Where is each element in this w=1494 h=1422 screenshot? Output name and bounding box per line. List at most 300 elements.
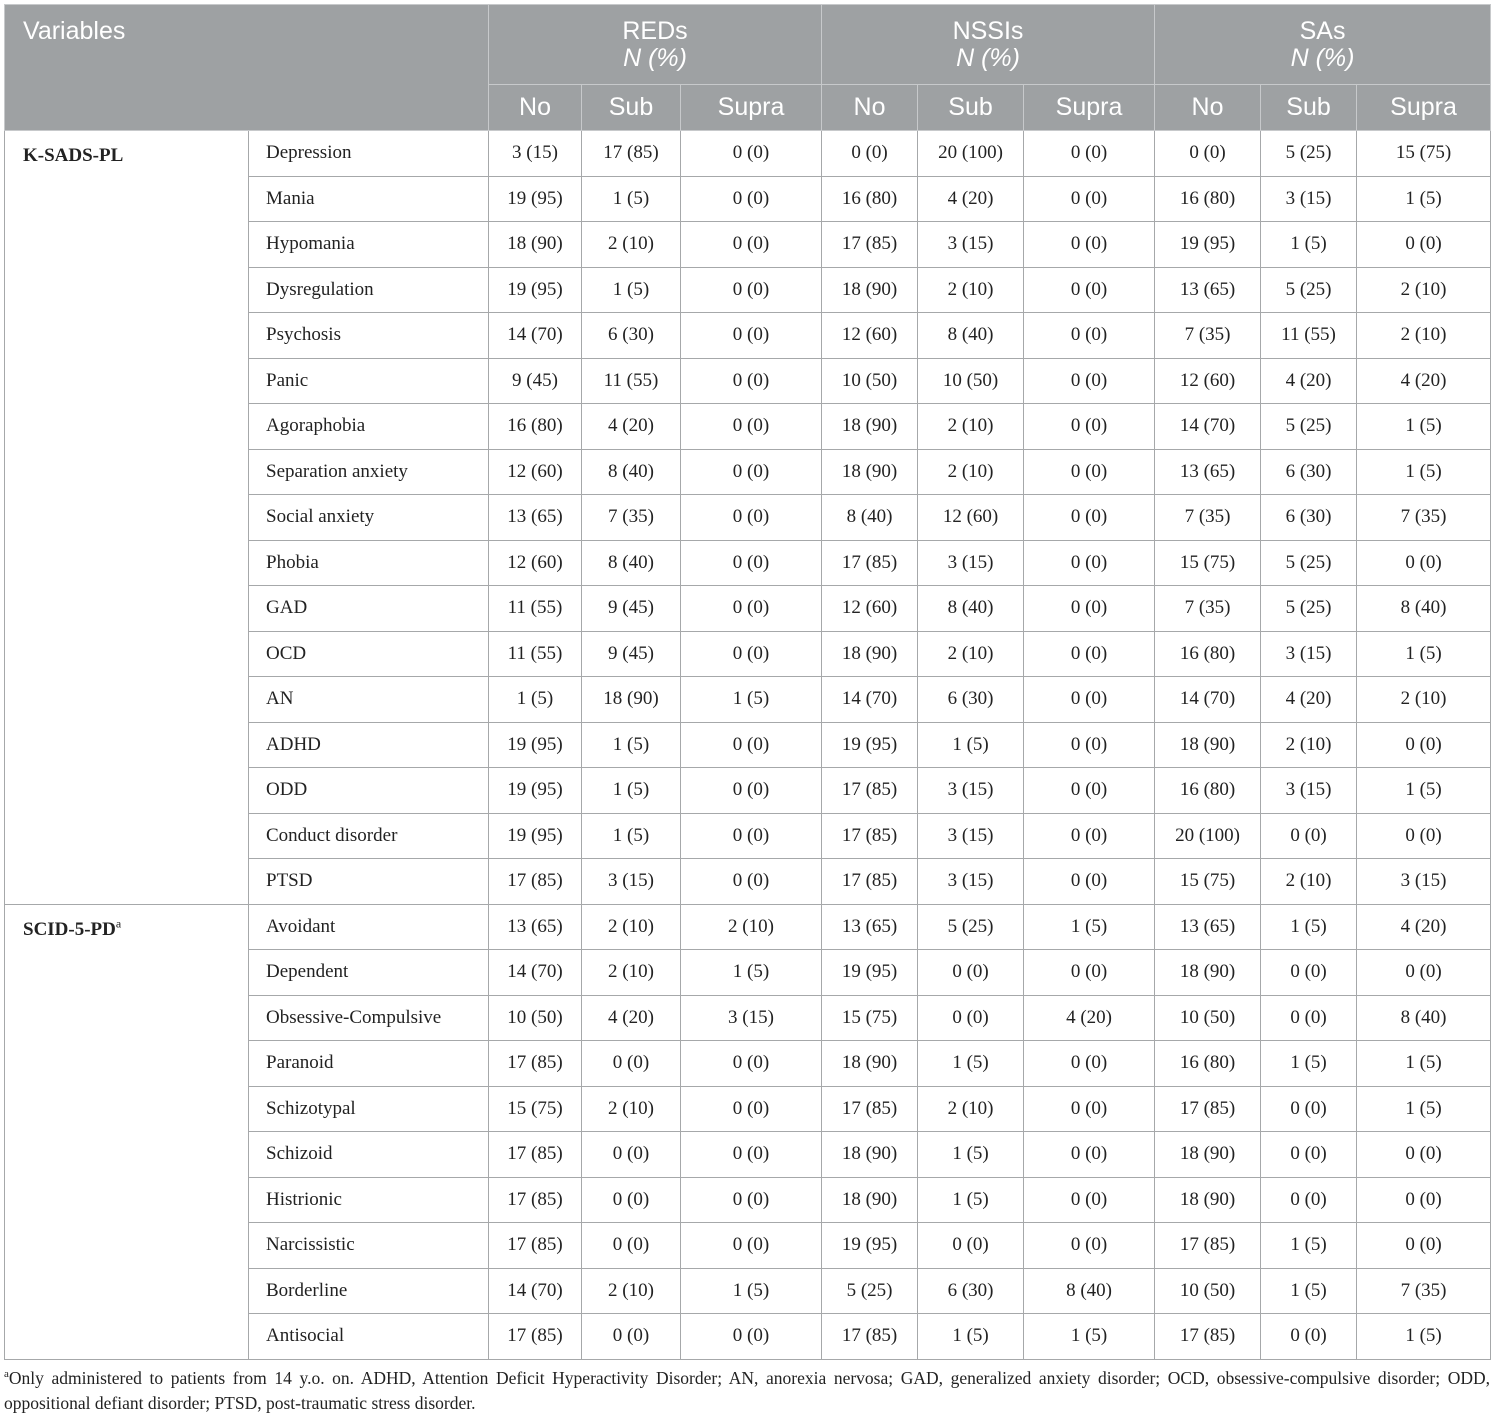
variable-name: Conduct disorder <box>249 813 489 859</box>
value-cell: 0 (0) <box>1024 267 1155 313</box>
value-cell: 7 (35) <box>1155 495 1261 541</box>
value-cell: 4 (20) <box>582 995 681 1041</box>
value-cell: 17 (85) <box>822 859 918 905</box>
value-cell: 12 (60) <box>489 540 582 586</box>
value-cell: 17 (85) <box>1155 1223 1261 1269</box>
value-cell: 0 (0) <box>681 1041 822 1087</box>
variable-name: Antisocial <box>249 1314 489 1360</box>
group-header-reds <box>489 5 822 85</box>
value-cell: 1 (5) <box>681 950 822 996</box>
variable-name: Paranoid <box>249 1041 489 1087</box>
value-cell: 14 (70) <box>489 950 582 996</box>
value-cell: 3 (15) <box>489 131 582 177</box>
value-cell: 14 (70) <box>822 677 918 723</box>
value-cell: 18 (90) <box>489 222 582 268</box>
value-cell: 18 (90) <box>822 1041 918 1087</box>
value-cell: 12 (60) <box>489 449 582 495</box>
subcol-no: No <box>822 85 918 131</box>
value-cell: 2 (10) <box>918 267 1024 313</box>
value-cell: 5 (25) <box>1261 540 1357 586</box>
value-cell: 10 (50) <box>1155 1268 1261 1314</box>
value-cell: 19 (95) <box>489 176 582 222</box>
value-cell: 0 (0) <box>681 1314 822 1360</box>
value-cell: 2 (10) <box>918 631 1024 677</box>
value-cell: 0 (0) <box>681 358 822 404</box>
value-cell: 1 (5) <box>1357 176 1491 222</box>
value-cell: 17 (85) <box>822 813 918 859</box>
value-cell: 1 (5) <box>582 176 681 222</box>
value-cell: 0 (0) <box>681 813 822 859</box>
value-cell: 5 (25) <box>1261 131 1357 177</box>
subcol-supra: Supra <box>1357 85 1491 131</box>
value-cell: 0 (0) <box>1024 1132 1155 1178</box>
value-cell: 17 (85) <box>489 1223 582 1269</box>
value-cell: 2 (10) <box>681 904 822 950</box>
value-cell: 17 (85) <box>582 131 681 177</box>
n-pct-label: N (%) <box>1290 43 1355 72</box>
value-cell: 4 (20) <box>918 176 1024 222</box>
value-cell: 11 (55) <box>582 358 681 404</box>
value-cell: 1 (5) <box>1357 1314 1491 1360</box>
footnote-text: Only administered to patients from 14 y.o. on. ADHD, Attention Deficit Hyperactivity Disorder; AN, anorexia nervosa; GAD, generalized anxiety disorder; OCD, obsessive-compulsive disorder; ODD, oppositional defiant disorder; PTSD, post-traumatic stress disorder. <box>4 1368 1490 1413</box>
value-cell: 0 (0) <box>681 176 822 222</box>
variable-name: Panic <box>249 358 489 404</box>
value-cell: 18 (90) <box>822 449 918 495</box>
value-cell: 17 (85) <box>1155 1086 1261 1132</box>
value-cell: 6 (30) <box>582 313 681 359</box>
value-cell: 1 (5) <box>1261 904 1357 950</box>
variable-name: Agoraphobia <box>249 404 489 450</box>
value-cell: 0 (0) <box>1024 358 1155 404</box>
value-cell: 17 (85) <box>489 1132 582 1178</box>
value-cell: 5 (25) <box>822 1268 918 1314</box>
value-cell: 1 (5) <box>582 813 681 859</box>
value-cell: 7 (35) <box>582 495 681 541</box>
value-cell: 3 (15) <box>582 859 681 905</box>
value-cell: 0 (0) <box>582 1177 681 1223</box>
value-cell: 3 (15) <box>918 540 1024 586</box>
value-cell: 0 (0) <box>1261 1314 1357 1360</box>
value-cell: 0 (0) <box>1024 1086 1155 1132</box>
value-cell: 11 (55) <box>489 631 582 677</box>
value-cell: 17 (85) <box>822 768 918 814</box>
value-cell: 12 (60) <box>822 586 918 632</box>
value-cell: 16 (80) <box>489 404 582 450</box>
value-cell: 18 (90) <box>582 677 681 723</box>
variable-name: Mania <box>249 176 489 222</box>
variable-name: Obsessive-Compulsive <box>249 995 489 1041</box>
value-cell: 17 (85) <box>822 1086 918 1132</box>
value-cell: 11 (55) <box>1261 313 1357 359</box>
value-cell: 6 (30) <box>918 677 1024 723</box>
value-cell: 1 (5) <box>1357 768 1491 814</box>
value-cell: 6 (30) <box>1261 495 1357 541</box>
value-cell: 3 (15) <box>918 813 1024 859</box>
value-cell: 0 (0) <box>1024 722 1155 768</box>
value-cell: 0 (0) <box>681 1223 822 1269</box>
value-cell: 3 (15) <box>1261 176 1357 222</box>
value-cell: 8 (40) <box>1024 1268 1155 1314</box>
value-cell: 7 (35) <box>1155 586 1261 632</box>
value-cell: 17 (85) <box>822 1314 918 1360</box>
n-pct-label: N (%) <box>956 43 1020 72</box>
value-cell: 17 (85) <box>822 222 918 268</box>
table-row <box>5 904 1491 950</box>
table-header <box>5 5 1491 131</box>
value-cell: 9 (45) <box>582 586 681 632</box>
variable-name: OCD <box>249 631 489 677</box>
value-cell: 0 (0) <box>681 1177 822 1223</box>
value-cell: 0 (0) <box>1024 1223 1155 1269</box>
value-cell: 18 (90) <box>1155 1177 1261 1223</box>
variable-name: Social anxiety <box>249 495 489 541</box>
value-cell: 4 (20) <box>1261 358 1357 404</box>
value-cell: 0 (0) <box>681 495 822 541</box>
value-cell: 0 (0) <box>1024 222 1155 268</box>
variable-name: ADHD <box>249 722 489 768</box>
value-cell: 19 (95) <box>1155 222 1261 268</box>
value-cell: 8 (40) <box>822 495 918 541</box>
value-cell: 1 (5) <box>918 1132 1024 1178</box>
value-cell: 1 (5) <box>918 1314 1024 1360</box>
group-label: REDs <box>622 16 688 45</box>
value-cell: 0 (0) <box>1357 950 1491 996</box>
value-cell: 18 (90) <box>822 267 918 313</box>
value-cell: 8 (40) <box>582 540 681 586</box>
value-cell: 0 (0) <box>681 313 822 359</box>
value-cell: 2 (10) <box>582 950 681 996</box>
value-cell: 0 (0) <box>681 859 822 905</box>
value-cell: 16 (80) <box>1155 1041 1261 1087</box>
value-cell: 0 (0) <box>1024 586 1155 632</box>
variable-name: Schizotypal <box>249 1086 489 1132</box>
subcol-no: No <box>489 85 582 131</box>
value-cell: 0 (0) <box>1024 131 1155 177</box>
value-cell: 3 (15) <box>918 222 1024 268</box>
value-cell: 0 (0) <box>681 586 822 632</box>
value-cell: 1 (5) <box>918 722 1024 768</box>
value-cell: 18 (90) <box>1155 950 1261 996</box>
value-cell: 3 (15) <box>1357 859 1491 905</box>
value-cell: 8 (40) <box>1357 586 1491 632</box>
value-cell: 1 (5) <box>918 1041 1024 1087</box>
variables-header: Variables <box>5 5 489 131</box>
n-pct-label: N (%) <box>623 43 687 72</box>
instrument-name: SCID-5-PD <box>23 918 116 940</box>
value-cell: 0 (0) <box>1024 404 1155 450</box>
value-cell: 3 (15) <box>918 768 1024 814</box>
value-cell: 0 (0) <box>1024 631 1155 677</box>
value-cell: 1 (5) <box>1261 1041 1357 1087</box>
value-cell: 2 (10) <box>918 1086 1024 1132</box>
variable-name: Hypomania <box>249 222 489 268</box>
value-cell: 0 (0) <box>1357 813 1491 859</box>
subcol-supra: Supra <box>681 85 822 131</box>
value-cell: 1 (5) <box>582 768 681 814</box>
group-label: SAs <box>1299 16 1346 45</box>
table-body <box>5 131 1491 1360</box>
value-cell: 13 (65) <box>1155 267 1261 313</box>
variable-name: Histrionic <box>249 1177 489 1223</box>
value-cell: 1 (5) <box>582 267 681 313</box>
value-cell: 0 (0) <box>1357 1177 1491 1223</box>
value-cell: 0 (0) <box>681 267 822 313</box>
value-cell: 1 (5) <box>1357 1086 1491 1132</box>
value-cell: 2 (10) <box>582 222 681 268</box>
value-cell: 5 (25) <box>1261 586 1357 632</box>
value-cell: 16 (80) <box>1155 176 1261 222</box>
value-cell: 5 (25) <box>1261 404 1357 450</box>
value-cell: 14 (70) <box>489 313 582 359</box>
value-cell: 0 (0) <box>582 1314 681 1360</box>
value-cell: 7 (35) <box>1357 495 1491 541</box>
value-cell: 0 (0) <box>1024 677 1155 723</box>
value-cell: 1 (5) <box>1357 404 1491 450</box>
variable-name: Borderline <box>249 1268 489 1314</box>
value-cell: 13 (65) <box>489 495 582 541</box>
value-cell: 15 (75) <box>822 995 918 1041</box>
value-cell: 17 (85) <box>822 540 918 586</box>
value-cell: 13 (65) <box>822 904 918 950</box>
value-cell: 13 (65) <box>489 904 582 950</box>
value-cell: 0 (0) <box>681 131 822 177</box>
value-cell: 0 (0) <box>1024 768 1155 814</box>
value-cell: 4 (20) <box>582 404 681 450</box>
value-cell: 1 (5) <box>1261 1223 1357 1269</box>
value-cell: 0 (0) <box>1024 449 1155 495</box>
value-cell: 1 (5) <box>1357 1041 1491 1087</box>
value-cell: 19 (95) <box>822 1223 918 1269</box>
value-cell: 18 (90) <box>1155 722 1261 768</box>
instrument-label <box>5 904 249 1359</box>
variable-name: Depression <box>249 131 489 177</box>
value-cell: 0 (0) <box>582 1223 681 1269</box>
value-cell: 0 (0) <box>1261 1086 1357 1132</box>
value-cell: 1 (5) <box>1357 631 1491 677</box>
value-cell: 19 (95) <box>489 722 582 768</box>
value-cell: 7 (35) <box>1357 1268 1491 1314</box>
value-cell: 8 (40) <box>1357 995 1491 1041</box>
subcol-supra: Supra <box>1024 85 1155 131</box>
variable-name: Dependent <box>249 950 489 996</box>
value-cell: 0 (0) <box>1024 813 1155 859</box>
value-cell: 0 (0) <box>1024 1041 1155 1087</box>
table-footnote <box>4 1366 1490 1416</box>
variable-name: Avoidant <box>249 904 489 950</box>
value-cell: 0 (0) <box>1024 859 1155 905</box>
value-cell: 0 (0) <box>1261 995 1357 1041</box>
value-cell: 17 (85) <box>1155 1314 1261 1360</box>
value-cell: 2 (10) <box>918 404 1024 450</box>
value-cell: 2 (10) <box>918 449 1024 495</box>
value-cell: 20 (100) <box>918 131 1024 177</box>
variable-name: Phobia <box>249 540 489 586</box>
value-cell: 0 (0) <box>1261 950 1357 996</box>
value-cell: 1 (5) <box>1024 1314 1155 1360</box>
value-cell: 0 (0) <box>1024 176 1155 222</box>
value-cell: 6 (30) <box>1261 449 1357 495</box>
value-cell: 12 (60) <box>918 495 1024 541</box>
value-cell: 2 (10) <box>1357 267 1491 313</box>
value-cell: 16 (80) <box>822 176 918 222</box>
value-cell: 8 (40) <box>582 449 681 495</box>
value-cell: 2 (10) <box>582 1086 681 1132</box>
value-cell: 16 (80) <box>1155 631 1261 677</box>
value-cell: 12 (60) <box>1155 358 1261 404</box>
value-cell: 20 (100) <box>1155 813 1261 859</box>
value-cell: 2 (10) <box>582 904 681 950</box>
footnote-marker: a <box>4 1368 9 1381</box>
value-cell: 1 (5) <box>681 1268 822 1314</box>
value-cell: 16 (80) <box>1155 768 1261 814</box>
subcol-sub: Sub <box>1261 85 1357 131</box>
value-cell: 19 (95) <box>822 950 918 996</box>
value-cell: 3 (15) <box>681 995 822 1041</box>
value-cell: 0 (0) <box>681 540 822 586</box>
value-cell: 0 (0) <box>681 222 822 268</box>
value-cell: 0 (0) <box>681 449 822 495</box>
value-cell: 0 (0) <box>1357 1132 1491 1178</box>
group-header-nssis <box>822 5 1155 85</box>
value-cell: 1 (5) <box>918 1177 1024 1223</box>
value-cell: 0 (0) <box>918 950 1024 996</box>
value-cell: 0 (0) <box>1024 540 1155 586</box>
value-cell: 0 (0) <box>1024 950 1155 996</box>
value-cell: 0 (0) <box>1024 1177 1155 1223</box>
instrument-label <box>5 131 249 905</box>
value-cell: 18 (90) <box>822 404 918 450</box>
value-cell: 13 (65) <box>1155 449 1261 495</box>
value-cell: 0 (0) <box>681 631 822 677</box>
value-cell: 11 (55) <box>489 586 582 632</box>
value-cell: 8 (40) <box>918 586 1024 632</box>
subcol-sub: Sub <box>582 85 681 131</box>
value-cell: 0 (0) <box>1261 1177 1357 1223</box>
value-cell: 10 (50) <box>918 358 1024 404</box>
value-cell: 13 (65) <box>1155 904 1261 950</box>
value-cell: 17 (85) <box>489 1314 582 1360</box>
footnote-marker: a <box>115 916 122 931</box>
value-cell: 15 (75) <box>1357 131 1491 177</box>
value-cell: 14 (70) <box>1155 677 1261 723</box>
value-cell: 0 (0) <box>681 1086 822 1132</box>
value-cell: 1 (5) <box>1024 904 1155 950</box>
value-cell: 19 (95) <box>822 722 918 768</box>
results-table <box>4 4 1491 1360</box>
value-cell: 15 (75) <box>1155 859 1261 905</box>
value-cell: 0 (0) <box>1357 722 1491 768</box>
value-cell: 10 (50) <box>822 358 918 404</box>
value-cell: 0 (0) <box>1024 313 1155 359</box>
value-cell: 19 (95) <box>489 768 582 814</box>
value-cell: 4 (20) <box>1024 995 1155 1041</box>
value-cell: 6 (30) <box>918 1268 1024 1314</box>
value-cell: 0 (0) <box>1155 131 1261 177</box>
value-cell: 15 (75) <box>1155 540 1261 586</box>
value-cell: 7 (35) <box>1155 313 1261 359</box>
variable-name: Separation anxiety <box>249 449 489 495</box>
value-cell: 0 (0) <box>822 131 918 177</box>
value-cell: 2 (10) <box>582 1268 681 1314</box>
variable-name: Dysregulation <box>249 267 489 313</box>
value-cell: 0 (0) <box>582 1132 681 1178</box>
value-cell: 1 (5) <box>681 677 822 723</box>
value-cell: 0 (0) <box>681 722 822 768</box>
value-cell: 1 (5) <box>1261 1268 1357 1314</box>
variable-name: Schizoid <box>249 1132 489 1178</box>
value-cell: 2 (10) <box>1357 677 1491 723</box>
value-cell: 0 (0) <box>1357 1223 1491 1269</box>
value-cell: 18 (90) <box>822 1132 918 1178</box>
value-cell: 10 (50) <box>489 995 582 1041</box>
value-cell: 19 (95) <box>489 267 582 313</box>
table-row <box>5 131 1491 177</box>
value-cell: 10 (50) <box>1155 995 1261 1041</box>
variable-name: PTSD <box>249 859 489 905</box>
value-cell: 3 (15) <box>1261 631 1357 677</box>
group-label: NSSIs <box>952 16 1024 45</box>
variable-name: Narcissistic <box>249 1223 489 1269</box>
value-cell: 4 (20) <box>1261 677 1357 723</box>
value-cell: 17 (85) <box>489 1177 582 1223</box>
value-cell: 2 (10) <box>1261 722 1357 768</box>
value-cell: 12 (60) <box>822 313 918 359</box>
value-cell: 0 (0) <box>1261 1132 1357 1178</box>
value-cell: 14 (70) <box>1155 404 1261 450</box>
value-cell: 2 (10) <box>1261 859 1357 905</box>
value-cell: 1 (5) <box>489 677 582 723</box>
value-cell: 4 (20) <box>1357 358 1491 404</box>
value-cell: 18 (90) <box>1155 1132 1261 1178</box>
group-header-sas <box>1155 5 1491 85</box>
value-cell: 0 (0) <box>1024 495 1155 541</box>
subcol-no: No <box>1155 85 1261 131</box>
value-cell: 1 (5) <box>582 722 681 768</box>
variable-name: GAD <box>249 586 489 632</box>
variable-name: AN <box>249 677 489 723</box>
value-cell: 9 (45) <box>582 631 681 677</box>
value-cell: 0 (0) <box>681 1132 822 1178</box>
value-cell: 0 (0) <box>582 1041 681 1087</box>
value-cell: 0 (0) <box>681 768 822 814</box>
instrument-name: K-SADS-PL <box>23 145 124 166</box>
value-cell: 9 (45) <box>489 358 582 404</box>
value-cell: 0 (0) <box>1357 540 1491 586</box>
value-cell: 19 (95) <box>489 813 582 859</box>
subcol-sub: Sub <box>918 85 1024 131</box>
variable-name: Psychosis <box>249 313 489 359</box>
value-cell: 17 (85) <box>489 859 582 905</box>
value-cell: 5 (25) <box>918 904 1024 950</box>
value-cell: 18 (90) <box>822 631 918 677</box>
value-cell: 0 (0) <box>918 995 1024 1041</box>
value-cell: 0 (0) <box>1261 813 1357 859</box>
value-cell: 3 (15) <box>1261 768 1357 814</box>
value-cell: 8 (40) <box>918 313 1024 359</box>
value-cell: 1 (5) <box>1261 222 1357 268</box>
value-cell: 0 (0) <box>681 404 822 450</box>
variable-name: ODD <box>249 768 489 814</box>
value-cell: 14 (70) <box>489 1268 582 1314</box>
value-cell: 2 (10) <box>1357 313 1491 359</box>
value-cell: 17 (85) <box>489 1041 582 1087</box>
value-cell: 18 (90) <box>822 1177 918 1223</box>
value-cell: 1 (5) <box>1357 449 1491 495</box>
value-cell: 0 (0) <box>918 1223 1024 1269</box>
value-cell: 15 (75) <box>489 1086 582 1132</box>
value-cell: 0 (0) <box>1357 222 1491 268</box>
value-cell: 3 (15) <box>918 859 1024 905</box>
